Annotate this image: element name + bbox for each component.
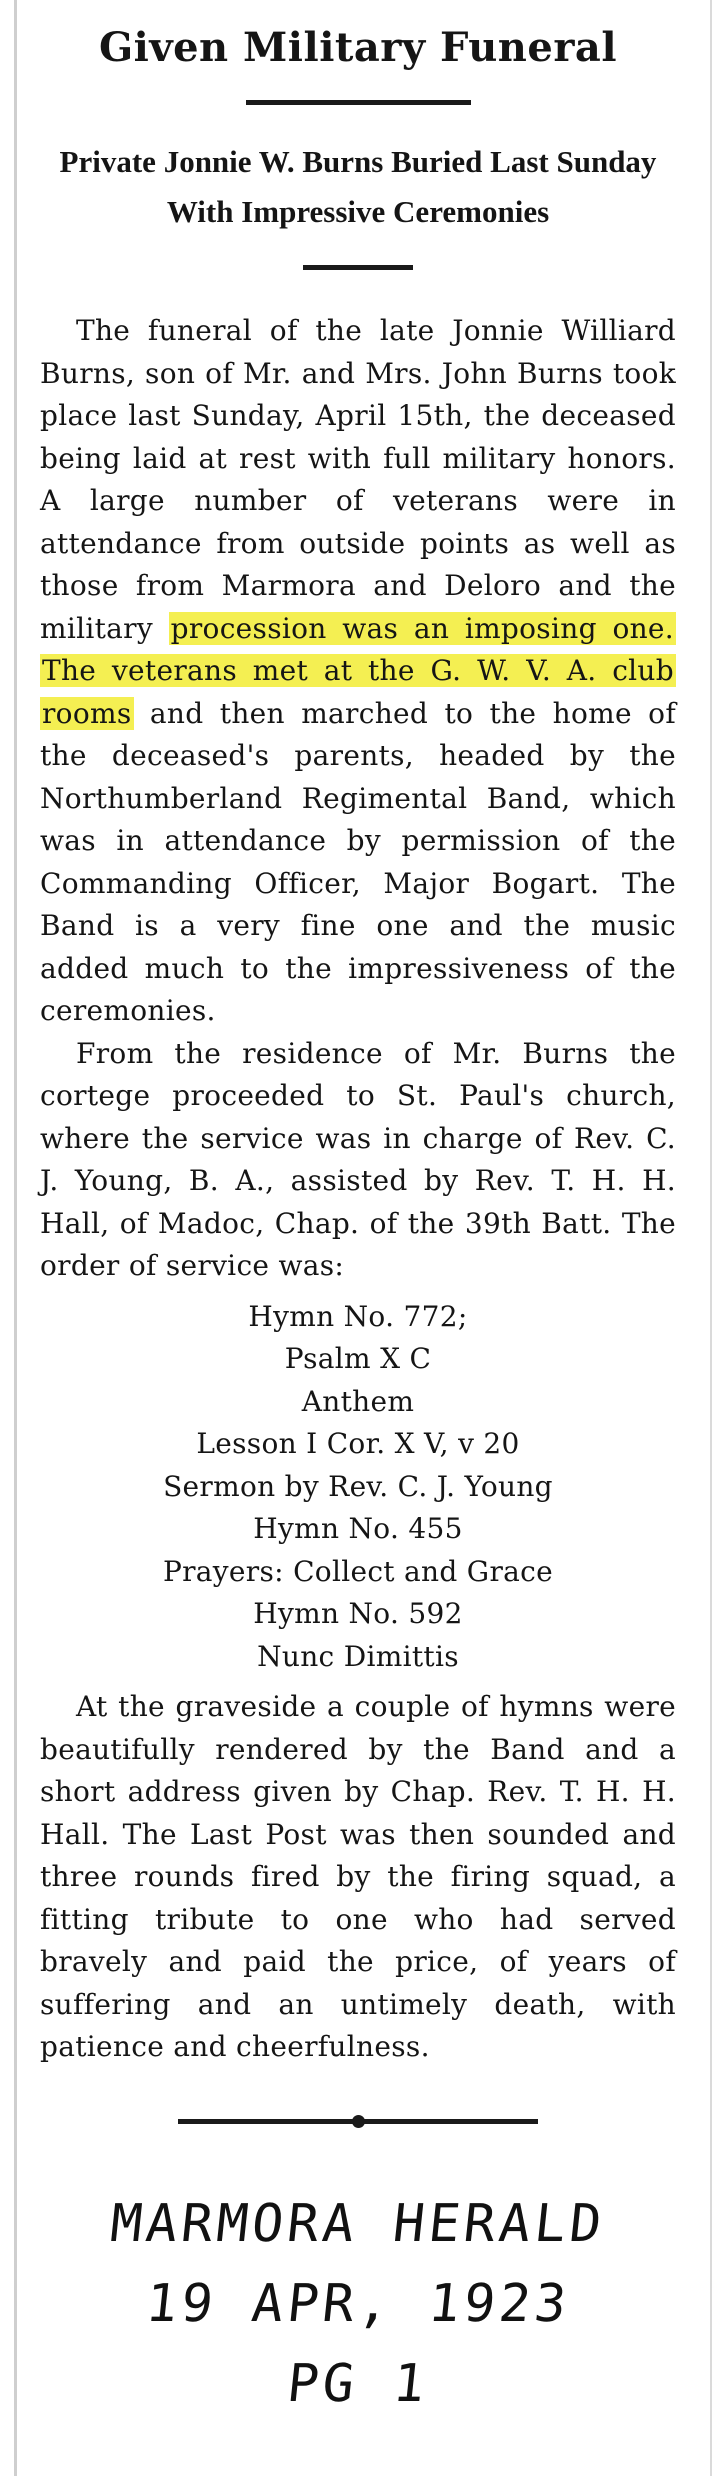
paragraph-funeral-end: and then marched to the home of the deceased's parents, headed by the Northumberland Regimental Band, which was in attendance by permission of the Commanding Officer, Major Bogart. The Band is a very fine one and the music added much to the impressiveness of the ceremonies. bbox=[40, 696, 676, 1027]
handwritten-date: 19 APR, 1923 bbox=[143, 2273, 573, 2334]
paragraph-graveside: At the graveside a couple of hymns were beautifully rendered by the Band and a short address given by Chap. Rev. T. H. H. Hall. The Last Post was then sounded and three rounds fired by the firing squad, a fitting tribute to one who had served bravely and paid the price, of years of suffering and an untimely death, with patience and cheerfulness. bbox=[40, 1690, 676, 2063]
service-item: Nunc Dimittis bbox=[257, 1639, 459, 1673]
closing-rule bbox=[178, 2119, 538, 2124]
order-of-service bbox=[40, 1296, 676, 1679]
headline: Given Military Funeral bbox=[98, 24, 618, 71]
service-item: Lesson I Cor. X V, v 20 bbox=[196, 1427, 520, 1460]
handwritten-citation bbox=[40, 2184, 676, 2424]
subheadline: Private Jonnie W. Burns Buried Last Sunday With Impressive Ceremonies bbox=[59, 144, 657, 229]
paragraph-funeral-start: The funeral of the late Jonnie Williard Burns, son of Mr. and Mrs. John Burns took place last Sunday, April 15th, the deceased being laid at rest with full military honors. A large number of veterans were in attendance from outside points as well as those from Marmora and Deloro and the military bbox=[40, 314, 676, 645]
service-item: Psalm X C bbox=[284, 1342, 432, 1375]
paragraph-funeral bbox=[40, 310, 676, 1033]
highlighted-passage: procession was an imposing one. The veterans met at the G. W. V. A. club rooms bbox=[42, 611, 675, 730]
headline-rule bbox=[246, 100, 471, 105]
rule-ornament bbox=[352, 2115, 365, 2128]
scan-edge-left bbox=[14, 0, 17, 2476]
service-item: Sermon by Rev. C. J. Young bbox=[163, 1469, 553, 1503]
scan-edge-right bbox=[710, 0, 712, 2476]
service-item: Hymn No. 772; bbox=[248, 1299, 468, 1333]
service-item: Prayers: Collect and Grace bbox=[162, 1554, 554, 1588]
service-item: Hymn No. 455 bbox=[253, 1512, 463, 1545]
paragraph-church: From the residence of Mr. Burns the cortege proceeded to St. Paul's church, where the service was in charge of Rev. C. J. Young, B. A., assisted by Rev. T. H. H. Hall, of Madoc, Chap. of the 39th Batt. The order of service was: bbox=[40, 1036, 676, 1282]
service-item: Anthem bbox=[301, 1384, 415, 1418]
handwritten-source: MARMORA HERALD bbox=[107, 2193, 609, 2254]
service-item: Hymn No. 592 bbox=[253, 1597, 463, 1630]
handwritten-page: PG 1 bbox=[284, 2353, 432, 2414]
newspaper-clipping bbox=[40, 20, 676, 2424]
subheadline-rule bbox=[303, 265, 413, 270]
